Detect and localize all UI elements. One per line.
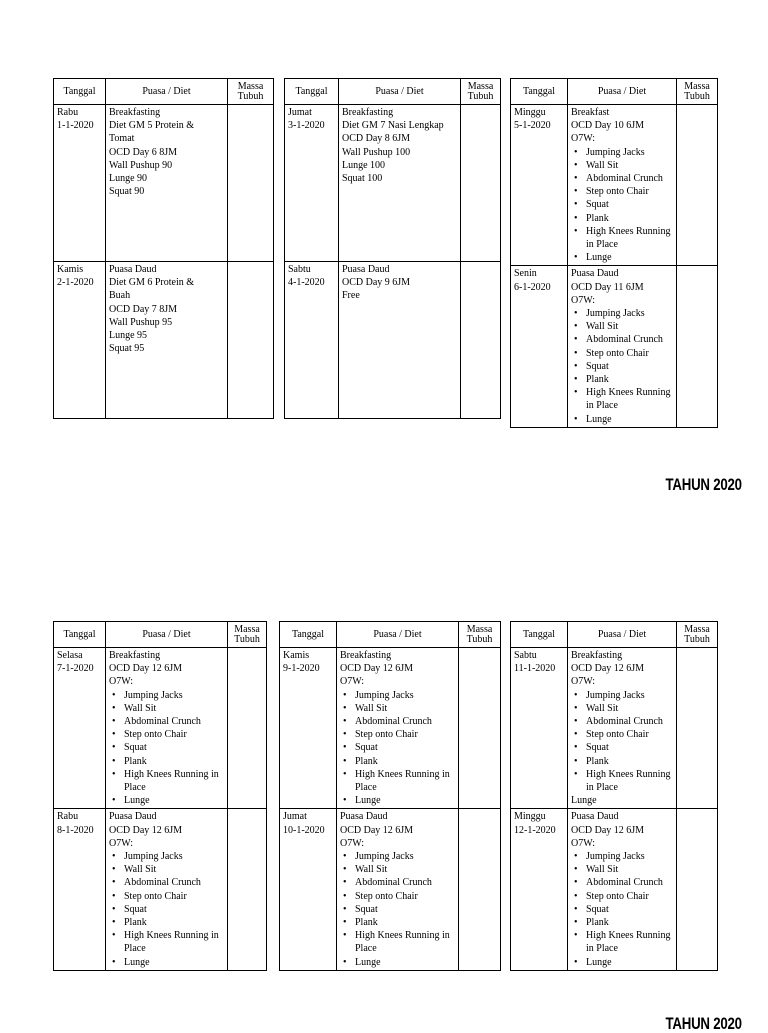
date-value: 12-1-2020 [514, 824, 556, 836]
exercise-label: O7W: [571, 294, 596, 306]
date-cell [511, 266, 568, 427]
exercise-item: • Jumping Jacks [355, 850, 455, 863]
day-name: Kamis [57, 264, 84, 275]
week-table [284, 78, 501, 419]
day-name: Selasa [57, 650, 83, 661]
exercise-item: • Lunge [586, 956, 673, 969]
exercise-item: • Jumping Jacks [586, 689, 673, 702]
date-value: 3-1-2020 [288, 120, 325, 132]
date-cell [54, 809, 106, 970]
diet-lines [109, 649, 224, 675]
header-diet: Puasa / Diet [106, 622, 228, 648]
day-name: Jumat [283, 811, 307, 823]
diet-line: OCD Day 12 6JM [571, 824, 645, 836]
date-cell [280, 648, 337, 809]
exercise-item: • Lunge [124, 956, 224, 969]
diet-line: Lunge 95 [109, 330, 148, 342]
exercise-list [571, 850, 673, 969]
date-value: 2-1-2020 [57, 277, 94, 289]
exercise-item: • High Knees Running in Place [586, 768, 673, 794]
day-row [511, 648, 718, 809]
day-row [280, 809, 501, 970]
exercise-item: • Jumping Jacks [355, 689, 455, 702]
exercise-item: • Abdominal Crunch [586, 715, 673, 728]
day-row [511, 105, 718, 266]
mass-cell [677, 105, 718, 266]
date-value: 7-1-2020 [57, 663, 94, 675]
exercise-item: • Wall Sit [124, 702, 224, 715]
diet-lines [571, 649, 673, 675]
mass-cell [677, 809, 718, 970]
diet-cell [339, 262, 461, 419]
diet-line: OCD Day 8 6JM [342, 133, 411, 145]
exercise-list [109, 850, 224, 969]
diet-line: Puasa Daud [109, 264, 157, 275]
mass-cell [228, 809, 267, 970]
exercise-item: • Squat [124, 741, 224, 754]
day-row [54, 648, 267, 809]
date-cell [285, 262, 339, 419]
date-cell [280, 809, 337, 970]
date-cell [511, 648, 568, 809]
exercise-item: • High Knees Running in Place [355, 929, 455, 955]
exercise-item: • Squat [586, 198, 673, 211]
header-row [285, 79, 501, 105]
day-name: Sabtu [514, 650, 537, 661]
diet-line: Breakfasting [340, 650, 392, 661]
exercise-item: • Plank [586, 212, 673, 225]
diet-cell [568, 809, 677, 970]
exercise-item: • Jumping Jacks [586, 307, 673, 320]
diet-cell [106, 648, 228, 809]
diet-cell [337, 648, 459, 809]
exercise-item: • Step onto Chair [124, 728, 224, 741]
diet-line: OCD Day 12 6JM [340, 663, 414, 675]
day-name: Rabu [57, 811, 79, 823]
exercise-item: • Squat [124, 903, 224, 916]
date-value: 9-1-2020 [283, 663, 320, 675]
diet-line: Wall Pushup 95 [109, 316, 173, 328]
exercise-label: O7W: [109, 676, 134, 688]
diet-line: Diet GM 5 Protein & [109, 120, 194, 132]
exercise-item: • Abdominal Crunch [586, 333, 673, 346]
day-name: Kamis [283, 650, 310, 661]
exercise-list [109, 689, 224, 808]
date-value: 5-1-2020 [514, 120, 551, 132]
header-diet: Puasa / Diet [568, 622, 677, 648]
diet-line: Wall Pushup 100 [342, 146, 411, 158]
exercise-item: • Step onto Chair [586, 347, 673, 360]
exercise-item: • High Knees Running in Place [586, 386, 673, 412]
header-diet: Puasa / Diet [339, 79, 461, 105]
day-name: Rabu [57, 107, 79, 118]
diet-lines [571, 106, 673, 132]
diet-cell [339, 105, 461, 262]
diet-line: Squat 95 [109, 343, 145, 355]
exercise-item: • Plank [355, 916, 455, 929]
exercise-item: • Wall Sit [355, 863, 455, 876]
exercise-item: • High Knees Running in Place [586, 225, 673, 251]
day-row [54, 809, 267, 970]
exercise-item: • Lunge [586, 251, 673, 264]
header-date: Tanggal [54, 622, 106, 648]
mass-cell [461, 262, 501, 419]
exercise-item: • High Knees Running in Place [586, 929, 673, 955]
diet-cell [337, 809, 459, 970]
exercise-item: • Abdominal Crunch [355, 876, 455, 889]
exercise-item: • Squat [586, 360, 673, 373]
week-table [510, 78, 718, 428]
mass-cell [228, 262, 274, 419]
exercise-item: • Plank [586, 373, 673, 386]
diet-line: OCD Day 11 6JM [571, 281, 644, 293]
diet-lines [109, 263, 224, 355]
exercise-item: • Wall Sit [586, 863, 673, 876]
diet-line: Diet GM 7 Nasi Lengkap [342, 120, 444, 132]
mass-cell [677, 266, 718, 427]
mass-cell [459, 809, 501, 970]
diet-line: Breakfasting [342, 107, 394, 118]
diet-lines [571, 810, 673, 836]
exercise-label: O7W: [571, 676, 596, 688]
diet-line: Breakfasting [109, 107, 161, 118]
exercise-item: • Abdominal Crunch [355, 715, 455, 728]
exercise-item: • Lunge [124, 794, 224, 807]
diet-lines [340, 649, 455, 675]
exercise-item: • Wall Sit [586, 159, 673, 172]
day-row [511, 809, 718, 970]
day-name: Sabtu [288, 264, 311, 275]
exercise-item: • Plank [586, 755, 673, 768]
header-diet: Puasa / Diet [337, 622, 459, 648]
exercise-label: O7W: [571, 133, 596, 145]
diet-lines [109, 106, 224, 198]
mass-cell [461, 105, 501, 262]
header-mass: Massa Tubuh [677, 622, 718, 648]
mass-cell [459, 648, 501, 809]
header-diet: Puasa / Diet [568, 79, 677, 105]
diet-line: Lunge 100 [342, 159, 386, 171]
exercise-item: • Abdominal Crunch [586, 172, 673, 185]
day-row [511, 266, 718, 427]
header-row [54, 622, 267, 648]
diet-line: Buah [109, 290, 131, 302]
diet-line: OCD Day 12 6JM [571, 663, 645, 675]
diet-lines [340, 810, 455, 836]
day-row [54, 262, 274, 419]
exercise-item: • Abdominal Crunch [124, 715, 224, 728]
day-name: Jumat [288, 107, 312, 118]
diet-lines [342, 106, 457, 185]
diet-cell [106, 809, 228, 970]
exercise-item: • Step onto Chair [124, 890, 224, 903]
date-value: 11-1-2020 [514, 663, 556, 675]
exercise-item: • Wall Sit [586, 320, 673, 333]
header-mass: Massa Tubuh [228, 622, 267, 648]
date-value: 6-1-2020 [514, 281, 551, 293]
date-value: 8-1-2020 [57, 824, 94, 836]
exercise-item: • Step onto Chair [586, 890, 673, 903]
exercise-item: • Step onto Chair [586, 185, 673, 198]
diet-line: Tomat [109, 133, 135, 145]
year-heading-cut: TAHUN 2020 [665, 1014, 742, 1033]
day-row [285, 105, 501, 262]
header-row [54, 79, 274, 105]
exercise-item: • Step onto Chair [355, 890, 455, 903]
exercise-item: • Wall Sit [586, 702, 673, 715]
diet-cell [106, 262, 228, 419]
diet-line: OCD Day 10 6JM [571, 120, 645, 132]
exercise-item: • Squat [586, 741, 673, 754]
header-date: Tanggal [280, 622, 337, 648]
exercise-label: O7W: [340, 837, 365, 849]
exercise-item: • Wall Sit [355, 702, 455, 715]
diet-cell [568, 648, 677, 809]
exercise-item: • High Knees Running in Place [124, 768, 224, 794]
exercise-list [571, 146, 673, 265]
day-name: Minggu [514, 811, 546, 823]
exercise-item: • Plank [586, 916, 673, 929]
diet-line: Puasa Daud [571, 811, 619, 823]
diet-line: Free [342, 290, 360, 302]
diet-line: Diet GM 6 Protein & [109, 277, 194, 289]
diet-line: OCD Day 12 6JM [109, 663, 183, 675]
header-mass: Massa Tubuh [677, 79, 718, 105]
day-name: Senin [514, 268, 537, 280]
day-row [280, 648, 501, 809]
exercise-item: • Squat [355, 741, 455, 754]
day-row [54, 105, 274, 262]
diet-line: Breakfast [571, 107, 610, 118]
year-heading: TAHUN 2020 [665, 475, 742, 494]
exercise-item: • Step onto Chair [586, 728, 673, 741]
exercise-item: • Jumping Jacks [586, 146, 673, 159]
exercise-item: • High Knees Running in Place [355, 768, 455, 794]
diet-lines [109, 810, 224, 836]
diet-line: Breakfasting [109, 650, 161, 661]
diet-line: Squat 100 [342, 173, 383, 185]
day-name: Minggu [514, 107, 546, 118]
exercise-tail: Lunge [571, 795, 597, 807]
exercise-label: O7W: [340, 676, 365, 688]
date-value: 4-1-2020 [288, 277, 325, 289]
exercise-item: • Plank [124, 916, 224, 929]
exercise-item: • Wall Sit [124, 863, 224, 876]
exercise-item: • High Knees Running in Place [124, 929, 224, 955]
header-date: Tanggal [511, 79, 568, 105]
exercise-item: • Squat [586, 903, 673, 916]
header-mass: Massa Tubuh [459, 622, 501, 648]
diet-line: Wall Pushup 90 [109, 159, 173, 171]
header-row [511, 622, 718, 648]
exercise-item: • Step onto Chair [355, 728, 455, 741]
diet-line: Lunge 90 [109, 173, 148, 185]
exercise-item: • Abdominal Crunch [124, 876, 224, 889]
exercise-item: • Plank [355, 755, 455, 768]
exercise-list [571, 307, 673, 426]
header-diet: Puasa / Diet [106, 79, 228, 105]
diet-line: OCD Day 12 6JM [340, 824, 414, 836]
header-date: Tanggal [285, 79, 339, 105]
diet-cell [568, 105, 677, 266]
exercise-item: • Jumping Jacks [124, 689, 224, 702]
day-row [285, 262, 501, 419]
diet-line: OCD Day 6 8JM [109, 146, 178, 158]
diet-line: OCD Day 12 6JM [109, 824, 183, 836]
diet-line: Puasa Daud [342, 264, 390, 275]
date-cell [54, 105, 106, 262]
date-cell [511, 809, 568, 970]
exercise-item: • Jumping Jacks [586, 850, 673, 863]
week-table [510, 621, 718, 971]
exercise-item: • Lunge [586, 413, 673, 426]
mass-cell [677, 648, 718, 809]
exercise-item: • Lunge [355, 794, 455, 807]
exercise-label: O7W: [109, 837, 134, 849]
mass-cell [228, 105, 274, 262]
diet-line: Puasa Daud [571, 268, 619, 280]
exercise-item: • Abdominal Crunch [586, 876, 673, 889]
header-date: Tanggal [511, 622, 568, 648]
header-mass: Massa Tubuh [228, 79, 274, 105]
header-row [511, 79, 718, 105]
exercise-item: • Lunge [355, 956, 455, 969]
exercise-item: • Squat [355, 903, 455, 916]
diet-line: Puasa Daud [109, 811, 157, 823]
date-cell [54, 262, 106, 419]
date-cell [285, 105, 339, 262]
exercise-list [340, 689, 455, 808]
date-value: 10-1-2020 [283, 824, 325, 836]
diet-cell [106, 105, 228, 262]
diet-line: Puasa Daud [340, 811, 388, 823]
week-table [53, 621, 267, 971]
exercise-label: O7W: [571, 837, 596, 849]
diet-line: Squat 90 [109, 186, 145, 198]
diet-cell [568, 266, 677, 427]
diet-lines [571, 267, 673, 293]
diet-line: OCD Day 9 6JM [342, 277, 411, 289]
diet-lines [342, 263, 457, 303]
exercise-item: • Jumping Jacks [124, 850, 224, 863]
exercise-list [571, 689, 673, 795]
date-cell [54, 648, 106, 809]
week-table [53, 78, 274, 419]
exercise-item: • Plank [124, 755, 224, 768]
date-cell [511, 105, 568, 266]
week-table [279, 621, 501, 971]
header-date: Tanggal [54, 79, 106, 105]
mass-cell [228, 648, 267, 809]
diet-line: OCD Day 7 8JM [109, 303, 178, 315]
header-mass: Massa Tubuh [461, 79, 501, 105]
exercise-list [340, 850, 455, 969]
date-value: 1-1-2020 [57, 120, 94, 132]
header-row [280, 622, 501, 648]
diet-line: Breakfasting [571, 650, 623, 661]
